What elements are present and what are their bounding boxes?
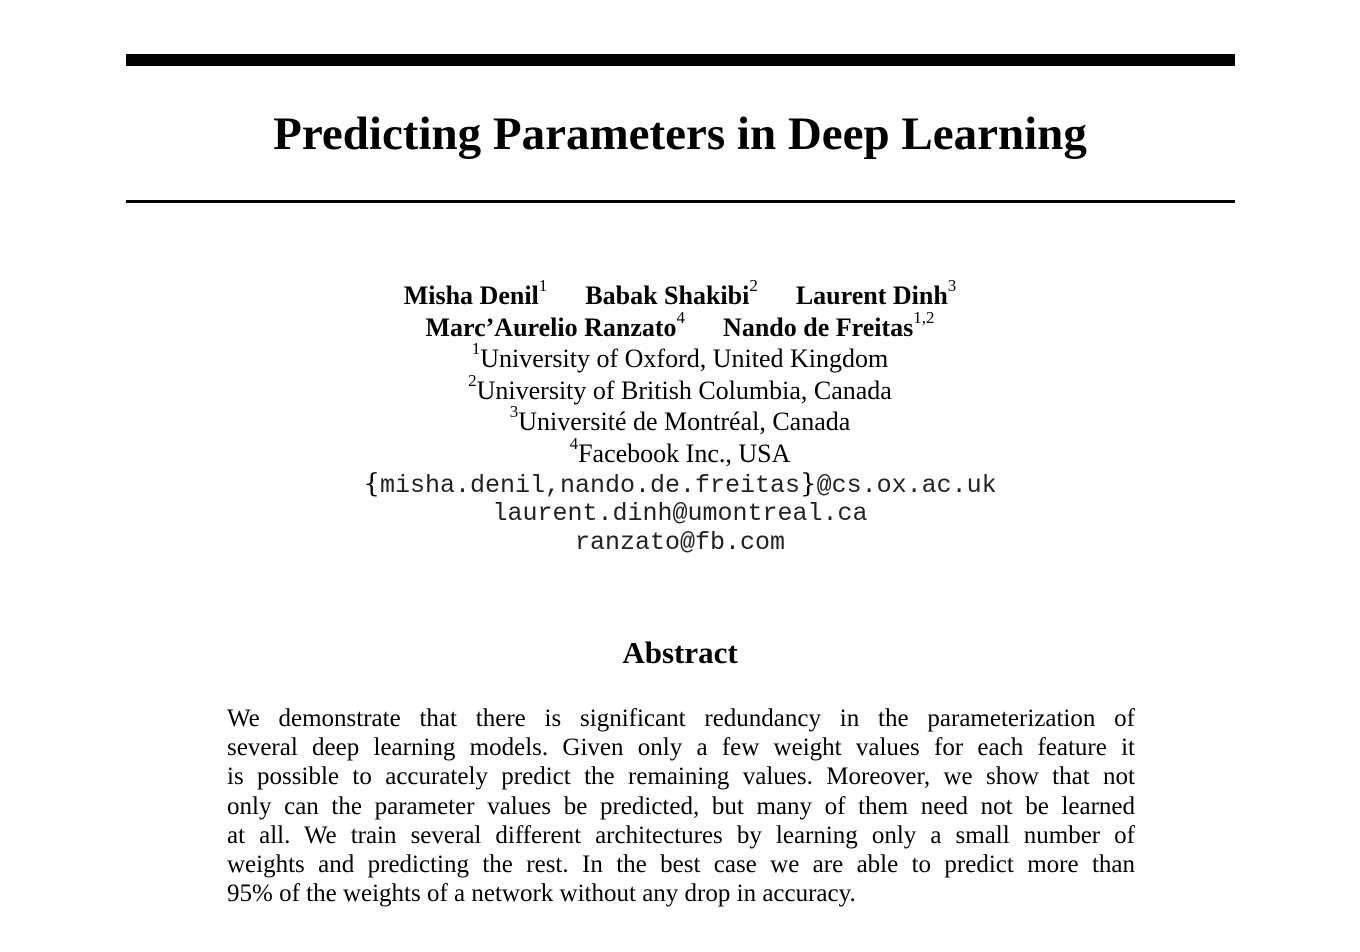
affiliation-text: University of British Columbia, Canada [476, 375, 892, 405]
abstract-line: is possible to accurately predict the remaining values. Moreover, we show that not [227, 763, 1135, 791]
author-affiliation-mark: 3 [947, 276, 957, 296]
author-line-1 [0, 276, 1360, 312]
affiliation-number: 3 [509, 402, 519, 422]
abstract-line: only can the parameter values be predicted, but many of them need not be learned [227, 792, 1135, 820]
abstract-line: 95% of the weights of a network without any drop in accuracy. [227, 880, 856, 908]
abstract-heading: Abstract [622, 635, 738, 670]
email-line-fb: ranzato@fb.com [574, 528, 786, 557]
abstract-line: We demonstrate that there is significant redundancy in the parameterization of [227, 705, 1135, 732]
author-name: Misha Denil [403, 281, 539, 310]
email-block [0, 470, 1360, 557]
affiliation-number: 4 [569, 433, 579, 453]
affiliation-line [0, 433, 1360, 470]
affiliation-text: Université de Montréal, Canada [518, 407, 851, 436]
author-affiliation-mark: 1,2 [913, 307, 935, 327]
author-name: Laurent Dinh [795, 281, 948, 310]
author-name: Marc’Aurelio Ranzato [425, 312, 677, 342]
affiliation-number: 1 [471, 339, 481, 359]
author-name: Babak Shakibi [585, 281, 750, 310]
abstract-line: at all. We train several different architectures by learning only a small number of [227, 821, 1135, 849]
title-top-rule [126, 54, 1235, 66]
author-affiliation-mark: 1 [538, 276, 548, 296]
email-brace-close: } [800, 469, 817, 499]
email-group-domain: @cs.ox.ac.uk [816, 471, 997, 500]
email-line-umontreal: laurent.dinh@umontreal.ca [492, 499, 868, 528]
email-line-oxford [0, 470, 1360, 499]
affiliation-line [0, 370, 1360, 407]
affiliation-text: University of Oxford, United Kingdom [480, 344, 889, 373]
author-line-2 [0, 307, 1360, 344]
affiliation-line [0, 402, 1360, 438]
title-bottom-rule [126, 200, 1235, 203]
author-block [0, 276, 1360, 469]
affiliation-text: Facebook Inc., USA [578, 438, 791, 468]
paper-title: Predicting Parameters in Deep Learning [273, 108, 1087, 160]
author-name: Nando de Freitas [723, 312, 914, 342]
abstract-line: weights and predicting the rest. In the best case we are able to predict more than [227, 851, 1135, 879]
email-group-names: misha.denil,nando.de.freitas [379, 471, 801, 500]
email-brace-open: { [363, 469, 380, 499]
affiliation-number: 2 [468, 370, 477, 390]
affiliation-line [0, 339, 1360, 375]
author-affiliation-mark: 4 [676, 307, 686, 327]
abstract-line: several deep learning models. Given only a few weight values for each feature it [227, 734, 1135, 762]
abstract-text [227, 704, 1135, 908]
author-affiliation-mark: 2 [749, 276, 758, 296]
